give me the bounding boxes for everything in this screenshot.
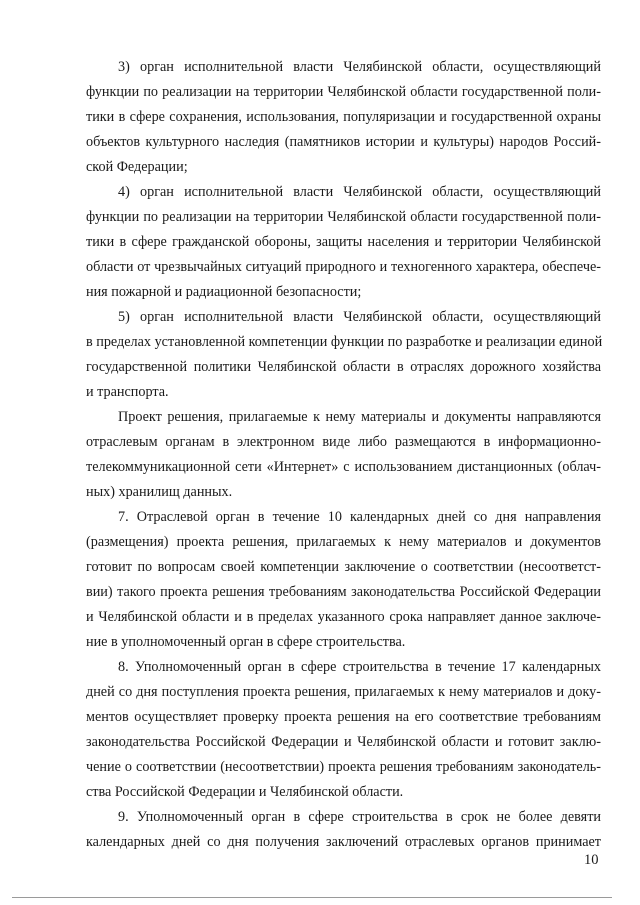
text-line: государственной политики Челябинской области в отраслях дорожного хозяйства <box>86 359 601 375</box>
text-line: Проект решения, прилагаемые к нему материалы и документы направляются <box>118 409 601 425</box>
text-line: 9. Уполномоченный орган в сфере строительства в срок не более девяти <box>118 809 601 825</box>
text-line: законодательства Российской Федерации и Челябинской области и готовит заклю- <box>86 734 601 750</box>
text-line: телекоммуникационной сети «Интернет» с использованием дистанционных (облач- <box>86 459 601 475</box>
text-line: вии) такого проекта решения требованиям законодательства Российской Федерации <box>86 584 601 600</box>
text-line: дней со дня поступления проекта решения, прилагаемых к нему материалов и доку- <box>86 684 601 700</box>
text-line: функции по реализации на территории Челябинской области государственной поли- <box>86 209 601 225</box>
text-line: и Челябинской области и в пределах указанного срока направляет данное заключе- <box>86 609 601 625</box>
text-line: 8. Уполномоченный орган в сфере строительства в течение 17 календарных <box>118 659 601 675</box>
text-line: тики в сфере сохранения, использования, популяризации и государственной охраны <box>86 109 601 125</box>
text-line: 4) орган исполнительной власти Челябинской области, осуществляющий <box>118 184 601 200</box>
text-line: в пределах установленной компетенции функции по разработке и реализации единой <box>86 334 603 350</box>
text-line: области от чрезвычайных ситуаций природного и техногенного характера, обеспече- <box>86 259 601 275</box>
text-line: (размещения) проекта решения, прилагаемых к нему материалов и документов <box>86 534 601 550</box>
text-line: готовит по вопросам своей компетенции заключение о соответствии (несоответст- <box>86 559 601 575</box>
text-line: чение о соответствии (несоответствии) проекта решения требованиям законодатель- <box>86 759 601 775</box>
text-line: ской Федерации; <box>86 159 188 175</box>
text-line: ментов осуществляет проверку проекта решения на его соответствие требованиям <box>86 709 601 725</box>
text-line: календарных дней со дня получения заключений отраслевых органов принимает <box>86 834 601 850</box>
scan-edge-line <box>12 897 612 898</box>
text-line: отраслевым органам в электронном виде либо размещаются в информационно- <box>86 434 601 450</box>
page-number: 10 <box>584 852 599 868</box>
text-line: функции по реализации на территории Челябинской области государственной поли- <box>86 84 601 100</box>
text-line: объектов культурного наследия (памятников истории и культуры) народов Россий- <box>86 134 601 150</box>
text-line: ства Российской Федерации и Челябинской области. <box>86 784 404 800</box>
text-line: ния пожарной и радиационной безопасности; <box>86 284 362 300</box>
text-line: 3) орган исполнительной власти Челябинской области, осуществляющий <box>118 59 601 75</box>
text-line: 5) орган исполнительной власти Челябинской области, осуществляющий <box>118 309 601 325</box>
text-line: тики в сфере гражданской обороны, защиты населения и территории Челябинской <box>86 234 601 250</box>
text-line: ных) хранилищ данных. <box>86 484 233 500</box>
text-line: ние в уполномоченный орган в сфере строительства. <box>86 634 406 650</box>
text-line: и транспорта. <box>86 384 169 400</box>
text-line: 7. Отраслевой орган в течение 10 календарных дней со дня направления <box>118 509 601 525</box>
